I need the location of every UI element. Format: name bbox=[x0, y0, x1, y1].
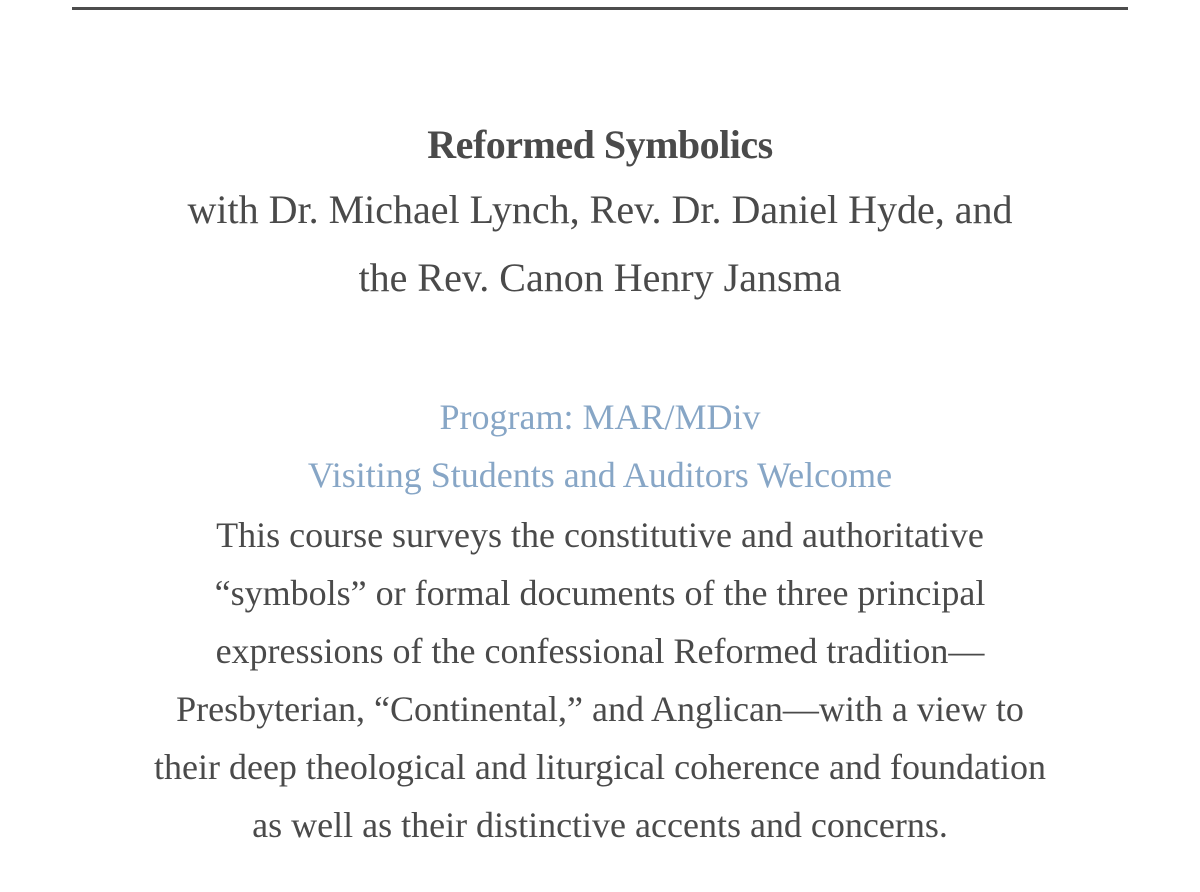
instructors bbox=[40, 176, 1160, 312]
course-description bbox=[40, 506, 1160, 854]
course-title: Reformed Symbolics bbox=[427, 122, 773, 167]
instructors-line: with Dr. Michael Lynch, Rev. Dr. Daniel Hyde, and bbox=[187, 187, 1013, 232]
description-line: their deep theological and liturgical coherence and foundation bbox=[154, 747, 1046, 787]
course-listing bbox=[40, 114, 1160, 854]
description-line: “symbols” or formal documents of the three principal bbox=[214, 573, 986, 613]
program-info bbox=[40, 388, 1160, 504]
description-line: Presbyterian, “Continental,” and Anglican—with a view to bbox=[176, 689, 1024, 729]
description-line: expressions of the confessional Reformed tradition— bbox=[215, 631, 985, 671]
program-line: Program: MAR/MDiv bbox=[439, 397, 761, 437]
description-line: as well as their distinctive accents and concerns. bbox=[252, 805, 948, 845]
visitors-line: Visiting Students and Auditors Welcome bbox=[307, 455, 893, 495]
instructors-line: the Rev. Canon Henry Jansma bbox=[358, 255, 842, 300]
description-line: This course surveys the constitutive and authoritative bbox=[216, 515, 984, 555]
top-divider bbox=[72, 7, 1128, 10]
